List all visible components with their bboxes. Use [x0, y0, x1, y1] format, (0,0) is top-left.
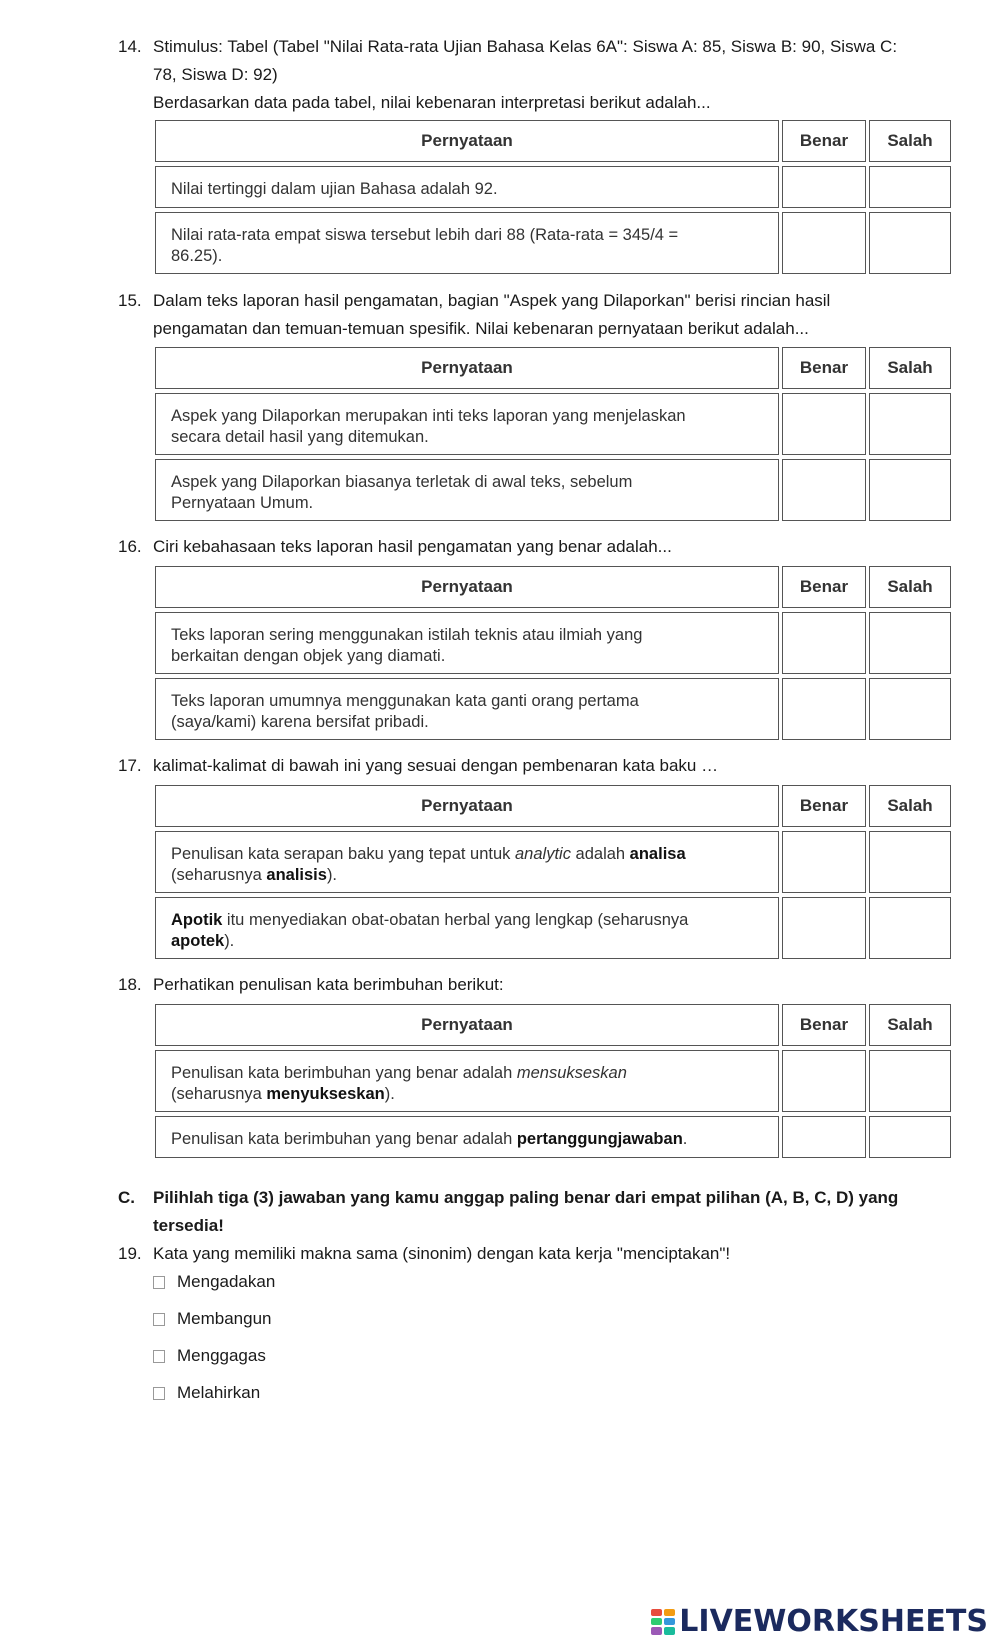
- checkbox-icon[interactable]: [153, 1350, 165, 1363]
- header-true: Benar: [782, 1004, 866, 1046]
- truth-table-18: [155, 1004, 951, 1158]
- option-d[interactable]: [153, 1379, 260, 1407]
- statement-cell: Penulisan kata serapan baku yang tepat untuk analytic adalah analisa (seharusnya analisis).: [155, 831, 779, 893]
- true-checkbox[interactable]: [782, 212, 866, 274]
- false-checkbox[interactable]: [869, 212, 951, 274]
- header-false: Salah: [869, 1004, 951, 1046]
- option-a[interactable]: [153, 1268, 275, 1296]
- question-14: [118, 33, 918, 117]
- question-text: Kata yang memiliki makna sama (sinonim) dengan kata kerja "menciptakan"!: [153, 1244, 731, 1263]
- header-statement: Pernyataan: [155, 566, 779, 608]
- question-number: 15.: [118, 291, 142, 310]
- true-checkbox[interactable]: [782, 459, 866, 521]
- false-checkbox[interactable]: [869, 1116, 951, 1158]
- false-checkbox[interactable]: [869, 678, 951, 740]
- header-false: Salah: [869, 120, 951, 162]
- checkbox-icon[interactable]: [153, 1387, 165, 1400]
- statement-cell: Teks laporan umumnya menggunakan kata ganti orang pertama (saya/kami) karena bersifat pribadi.: [155, 678, 779, 740]
- question-15: [118, 287, 918, 343]
- question-text: kalimat-kalimat di bawah ini yang sesuai dengan pembenaran kata baku …: [153, 756, 719, 775]
- question-16: [118, 533, 918, 561]
- checkbox-icon[interactable]: [153, 1276, 165, 1289]
- statement-cell: Apotik itu menyediakan obat-obatan herbal yang lengkap (seharusnya apotek).: [155, 897, 779, 959]
- question-number: 18.: [118, 975, 142, 994]
- true-checkbox[interactable]: [782, 612, 866, 674]
- header-statement: Pernyataan: [155, 347, 779, 389]
- logo-text: LIVEWORKSHEETS: [679, 1604, 988, 1639]
- header-false: Salah: [869, 566, 951, 608]
- checkbox-icon[interactable]: [153, 1313, 165, 1326]
- section-label: C.: [118, 1188, 135, 1207]
- statement-cell: Nilai rata-rata empat siswa tersebut lebih dari 88 (Rata-rata = 345/4 = 86.25).: [155, 212, 779, 274]
- truth-table-15: [155, 347, 951, 521]
- false-checkbox[interactable]: [869, 831, 951, 893]
- liveworksheets-logo: [651, 1604, 988, 1639]
- question-number: 19.: [118, 1244, 142, 1263]
- option-label: Menggagas: [177, 1346, 266, 1365]
- false-checkbox[interactable]: [869, 897, 951, 959]
- truth-table-17: [155, 785, 951, 959]
- false-checkbox[interactable]: [869, 393, 951, 455]
- question-text: Perhatikan penulisan kata berimbuhan berikut:: [153, 975, 504, 994]
- truth-table-16: [155, 566, 951, 740]
- question-number: 16.: [118, 537, 142, 556]
- question-17: [118, 752, 918, 780]
- true-checkbox[interactable]: [782, 1050, 866, 1112]
- question-text: Ciri kebahasaan teks laporan hasil pengamatan yang benar adalah...: [153, 537, 672, 556]
- header-true: Benar: [782, 785, 866, 827]
- header-false: Salah: [869, 785, 951, 827]
- true-checkbox[interactable]: [782, 897, 866, 959]
- true-checkbox[interactable]: [782, 678, 866, 740]
- question-number: 17.: [118, 756, 142, 775]
- true-checkbox[interactable]: [782, 393, 866, 455]
- header-true: Benar: [782, 347, 866, 389]
- header-false: Salah: [869, 347, 951, 389]
- statement-cell: Penulisan kata berimbuhan yang benar adalah pertanggungjawaban.: [155, 1116, 779, 1158]
- true-checkbox[interactable]: [782, 1116, 866, 1158]
- header-true: Benar: [782, 566, 866, 608]
- question-number: 14.: [118, 37, 142, 56]
- option-b[interactable]: [153, 1305, 272, 1333]
- header-statement: Pernyataan: [155, 785, 779, 827]
- header-statement: Pernyataan: [155, 1004, 779, 1046]
- statement-cell: Teks laporan sering menggunakan istilah teknis atau ilmiah yang berkaitan dengan objek yang diamati.: [155, 612, 779, 674]
- header-true: Benar: [782, 120, 866, 162]
- header-statement: Pernyataan: [155, 120, 779, 162]
- true-checkbox[interactable]: [782, 166, 866, 208]
- false-checkbox[interactable]: [869, 1050, 951, 1112]
- statement-cell: Nilai tertinggi dalam ujian Bahasa adalah 92.: [155, 166, 779, 208]
- logo-grid-icon: [651, 1609, 675, 1635]
- false-checkbox[interactable]: [869, 612, 951, 674]
- question-19: [118, 1240, 918, 1268]
- statement-cell: Aspek yang Dilaporkan biasanya terletak di awal teks, sebelum Pernyataan Umum.: [155, 459, 779, 521]
- option-label: Mengadakan: [177, 1272, 276, 1291]
- question-18: [118, 971, 918, 999]
- false-checkbox[interactable]: [869, 459, 951, 521]
- true-checkbox[interactable]: [782, 831, 866, 893]
- question-text: Stimulus: Tabel (Tabel "Nilai Rata-rata Ujian Bahasa Kelas 6A": Siswa A: 85, Siswa B: 90, Siswa C: 78, Siswa D: 92) Berdasarkan data pada tabel, nilai kebenaran interpretasi berikut adalah...: [153, 37, 898, 112]
- option-label: Membangun: [177, 1309, 272, 1328]
- option-label: Melahirkan: [177, 1383, 261, 1402]
- option-c[interactable]: [153, 1342, 266, 1370]
- question-text: Dalam teks laporan hasil pengamatan, bagian "Aspek yang Dilaporkan" berisi rincian hasil pengamatan dan temuan-temuan spesifik. Nilai kebenaran pernyataan berikut adalah...: [153, 291, 831, 338]
- statement-cell: Aspek yang Dilaporkan merupakan inti teks laporan yang menjelaskan secara detail hasil yang ditemukan.: [155, 393, 779, 455]
- false-checkbox[interactable]: [869, 166, 951, 208]
- truth-table-14: [155, 120, 951, 274]
- statement-cell: Penulisan kata berimbuhan yang benar adalah mensukseskan (seharusnya menyukseskan).: [155, 1050, 779, 1112]
- section-c-instructions: C. Pilihlah tiga (3) jawaban yang kamu anggap paling benar dari empat pilihan (A, B, C, D) yang tersedia!: [118, 1184, 918, 1240]
